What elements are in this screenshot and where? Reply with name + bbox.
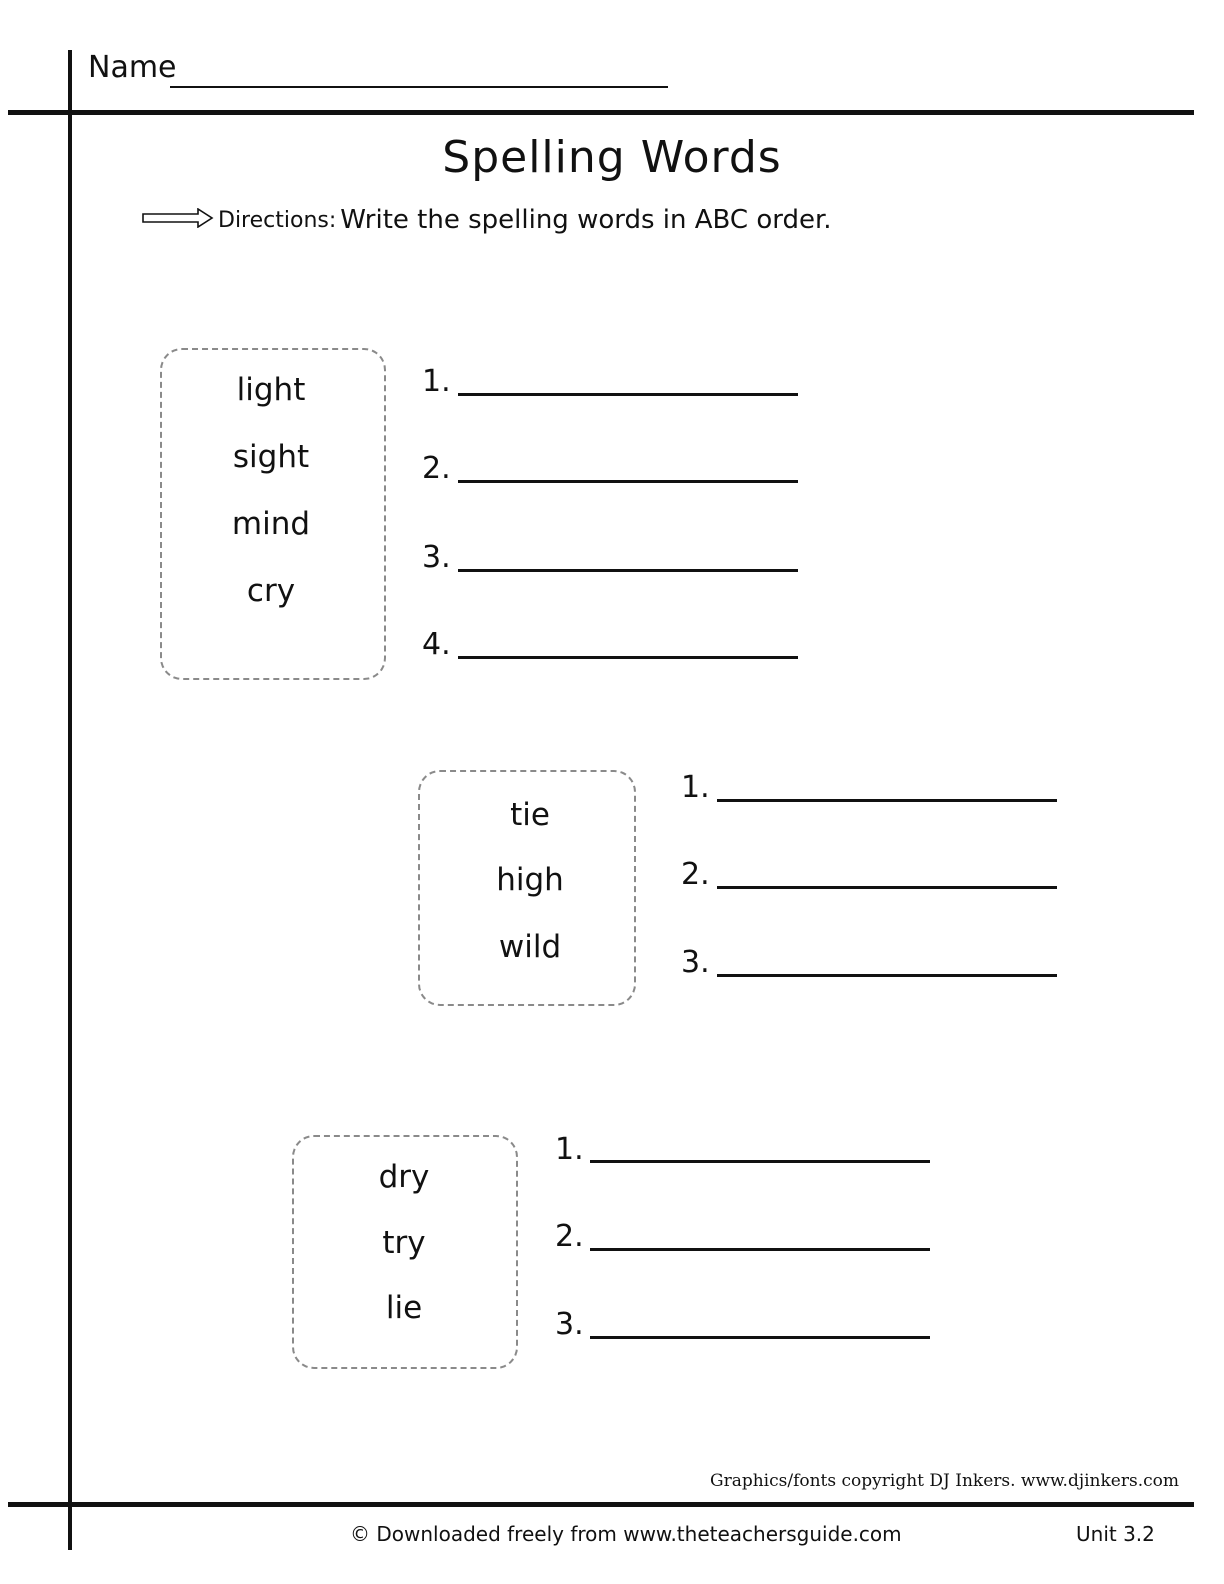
spelling-word: wild: [498, 929, 562, 965]
margin-line: [68, 50, 72, 1550]
name-label: Name: [88, 50, 177, 85]
answer-line[interactable]: [590, 1336, 930, 1339]
spelling-word: sight: [232, 439, 310, 475]
answer-line[interactable]: [458, 569, 798, 572]
copyright-note: Graphics/fonts copyright DJ Inkers. www.djinkers.com: [710, 1471, 1179, 1491]
answer-line[interactable]: [458, 393, 798, 396]
answer-line[interactable]: [590, 1248, 930, 1251]
spelling-word: dry: [378, 1159, 430, 1195]
answer-number: 3.: [422, 540, 451, 575]
directions-text: Write the spelling words in ABC order.: [340, 205, 832, 235]
header-divider: [8, 110, 1194, 115]
spelling-word: cry: [246, 573, 296, 609]
directions-label: Directions:: [218, 207, 337, 233]
spelling-word: light: [236, 372, 306, 408]
unit-label: Unit 3.2: [1076, 1522, 1155, 1546]
arrow-right-icon: [142, 208, 214, 232]
answer-line[interactable]: [717, 974, 1057, 977]
download-note: © Downloaded freely from www.theteachersguide.com: [350, 1522, 902, 1546]
answer-line[interactable]: [458, 480, 798, 483]
spelling-word: high: [496, 862, 564, 898]
answer-number: 3.: [555, 1307, 584, 1342]
footer-divider: [8, 1502, 1194, 1507]
answer-number: 2.: [422, 451, 451, 486]
answer-number: 2.: [555, 1219, 584, 1254]
page-title: Spelling Words: [442, 132, 782, 183]
answer-number: 2.: [681, 857, 710, 892]
spelling-word: tie: [510, 797, 550, 833]
answer-number: 1.: [422, 364, 451, 399]
answer-number: 4.: [422, 627, 451, 662]
spelling-word: try: [382, 1225, 426, 1261]
name-field-line[interactable]: [170, 86, 668, 88]
answer-number: 1.: [555, 1132, 584, 1167]
spelling-word: lie: [385, 1290, 423, 1326]
answer-number: 1.: [681, 770, 710, 805]
answer-line[interactable]: [717, 886, 1057, 889]
answer-line[interactable]: [717, 799, 1057, 802]
directions: [142, 205, 832, 235]
spelling-word: mind: [231, 506, 311, 542]
answer-number: 3.: [681, 945, 710, 980]
answer-line[interactable]: [590, 1160, 930, 1163]
answer-line[interactable]: [458, 656, 798, 659]
